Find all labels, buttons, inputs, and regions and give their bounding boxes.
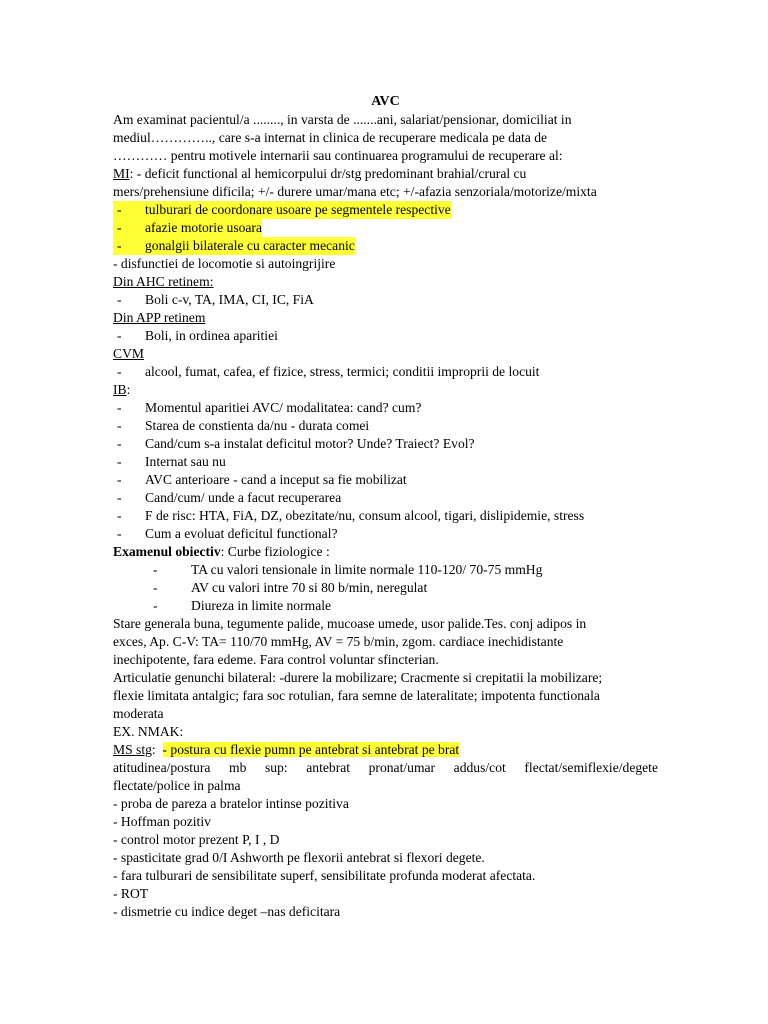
ms-highlight: - postura cu flexie pumn pe antebrat si antebrat pe brat xyxy=(162,742,460,757)
ib-heading: IB: xyxy=(113,382,131,397)
ms-line: atitudinea/postura mb sup: antebrat pronat/umar addus/cot flectat/semiflexie/degete xyxy=(113,760,658,775)
mi-text: : - deficit functional al hemicorpului dr/stg predominant brahial/crural cu xyxy=(129,166,527,181)
general-line: EX. NMAK: xyxy=(113,724,184,739)
general-line: Stare generala buna, tegumente palide, mucoase umede, usor palide.Tes. conj adipos in xyxy=(113,616,587,631)
mi-item: - afazie motorie usoara xyxy=(113,219,658,237)
intro-line-1: Am examinat pacientul/a ........, in varsta de .......ani, salariat/pensionar, domiciliat in xyxy=(113,112,572,127)
cvm-heading: CVM xyxy=(113,346,144,361)
ms-item: - dismetrie cu indice deget –nas deficitara xyxy=(113,904,341,919)
mi-item: - gonalgii bilaterale cu caracter mecanic xyxy=(113,237,658,255)
general-line: Articulatie genunchi bilateral: -durere la mobilizare; Cracmente si crepitatii la mobilizare; xyxy=(113,670,603,685)
cvm-item: - alcool, fumat, cafea, ef fizice, stress, termici; conditii improprii de locuit xyxy=(117,364,540,379)
ib-item: - AVC anterioare - cand a inceput sa fie mobilizat xyxy=(117,472,407,487)
ms-item: - fara tulburari de sensibilitate superf, sensibilitate profunda moderat afectata. xyxy=(113,868,536,883)
ms-heading: MS stg: - postura cu flexie pumn pe antebrat si antebrat pe brat xyxy=(113,742,460,757)
mi-item: - tulburari de coordonare usoare pe segmentele respective xyxy=(113,201,658,219)
ib-item: - Cand/cum/ unde a facut recuperarea xyxy=(117,490,342,505)
general-line: inechipotente, fara edeme. Fara control voluntar sfincterian. xyxy=(113,652,439,667)
app-heading: Din APP retinem xyxy=(113,310,206,325)
ms-item: - control motor prezent P, I , D xyxy=(113,832,280,847)
mi-label: MI xyxy=(113,166,130,181)
ahc-item: - Boli c-v, TA, IMA, CI, IC, FiA xyxy=(117,292,314,307)
ms-item: - spasticitate grad 0/I Ashworth pe flexorii antebrat si flexori degete. xyxy=(113,850,485,865)
ib-item: - Cum a evoluat deficitul functional? xyxy=(117,526,338,541)
mi-after: - disfunctiei de locomotie si autoingrijire xyxy=(113,256,336,271)
ms-item: - proba de pareza a bratelor intinse pozitiva xyxy=(113,796,349,811)
ms-line: flectate/police in palma xyxy=(113,778,241,793)
exam-item: - Diureza in limite normale xyxy=(153,598,332,613)
ib-item: - Starea de constienta da/nu - durata comei xyxy=(117,418,370,433)
ahc-heading: Din AHC retinem: xyxy=(113,274,214,289)
exam-heading: Examenul obiectiv: Curbe fiziologice : xyxy=(113,544,330,559)
mi-line-1 xyxy=(113,165,658,183)
ib-item: - Momentul aparitiei AVC/ modalitatea: cand? cum? xyxy=(117,400,422,415)
general-line: flexie limitata antalgic; fara soc rotulian, fara semne de lateralitate; impotenta functionala xyxy=(113,688,600,703)
ib-item: - Internat sau nu xyxy=(117,454,226,469)
ms-item: - ROT xyxy=(113,886,149,901)
app-item: - Boli, in ordinea aparitiei xyxy=(117,328,278,343)
exam-item: - TA cu valori tensionale in limite normale 110-120/ 70-75 mmHg xyxy=(153,562,543,577)
intro-line-2: mediul………….., care s-a internat in clinica de recuperare medicala pe data de xyxy=(113,130,548,145)
ib-item: - Cand/cum s-a instalat deficitul motor? Unde? Traiect? Evol? xyxy=(117,436,475,451)
mi-line-2: mers/prehensiune dificila; +/- durere umar/mana etc; +/-afazia senzoriala/motorize/mixta xyxy=(113,184,597,199)
ib-item: - F de risc: HTA, FiA, DZ, obezitate/nu, consum alcool, tigari, dislipidemie, stress xyxy=(117,508,585,523)
intro-line-3: ………… pentru motivele internarii sau continuarea programului de recuperare al: xyxy=(113,148,563,163)
general-line: moderata xyxy=(113,706,164,721)
general-line: exces, Ap. C-V: TA= 110/70 mmHg, AV = 75 b/min, zgom. cardiace inechidistante xyxy=(113,634,564,649)
document-body xyxy=(113,93,658,921)
exam-item: - AV cu valori intre 70 si 80 b/min, neregulat xyxy=(153,580,428,595)
ms-item: - Hoffman pozitiv xyxy=(113,814,211,829)
doc-title: AVC xyxy=(371,94,400,109)
